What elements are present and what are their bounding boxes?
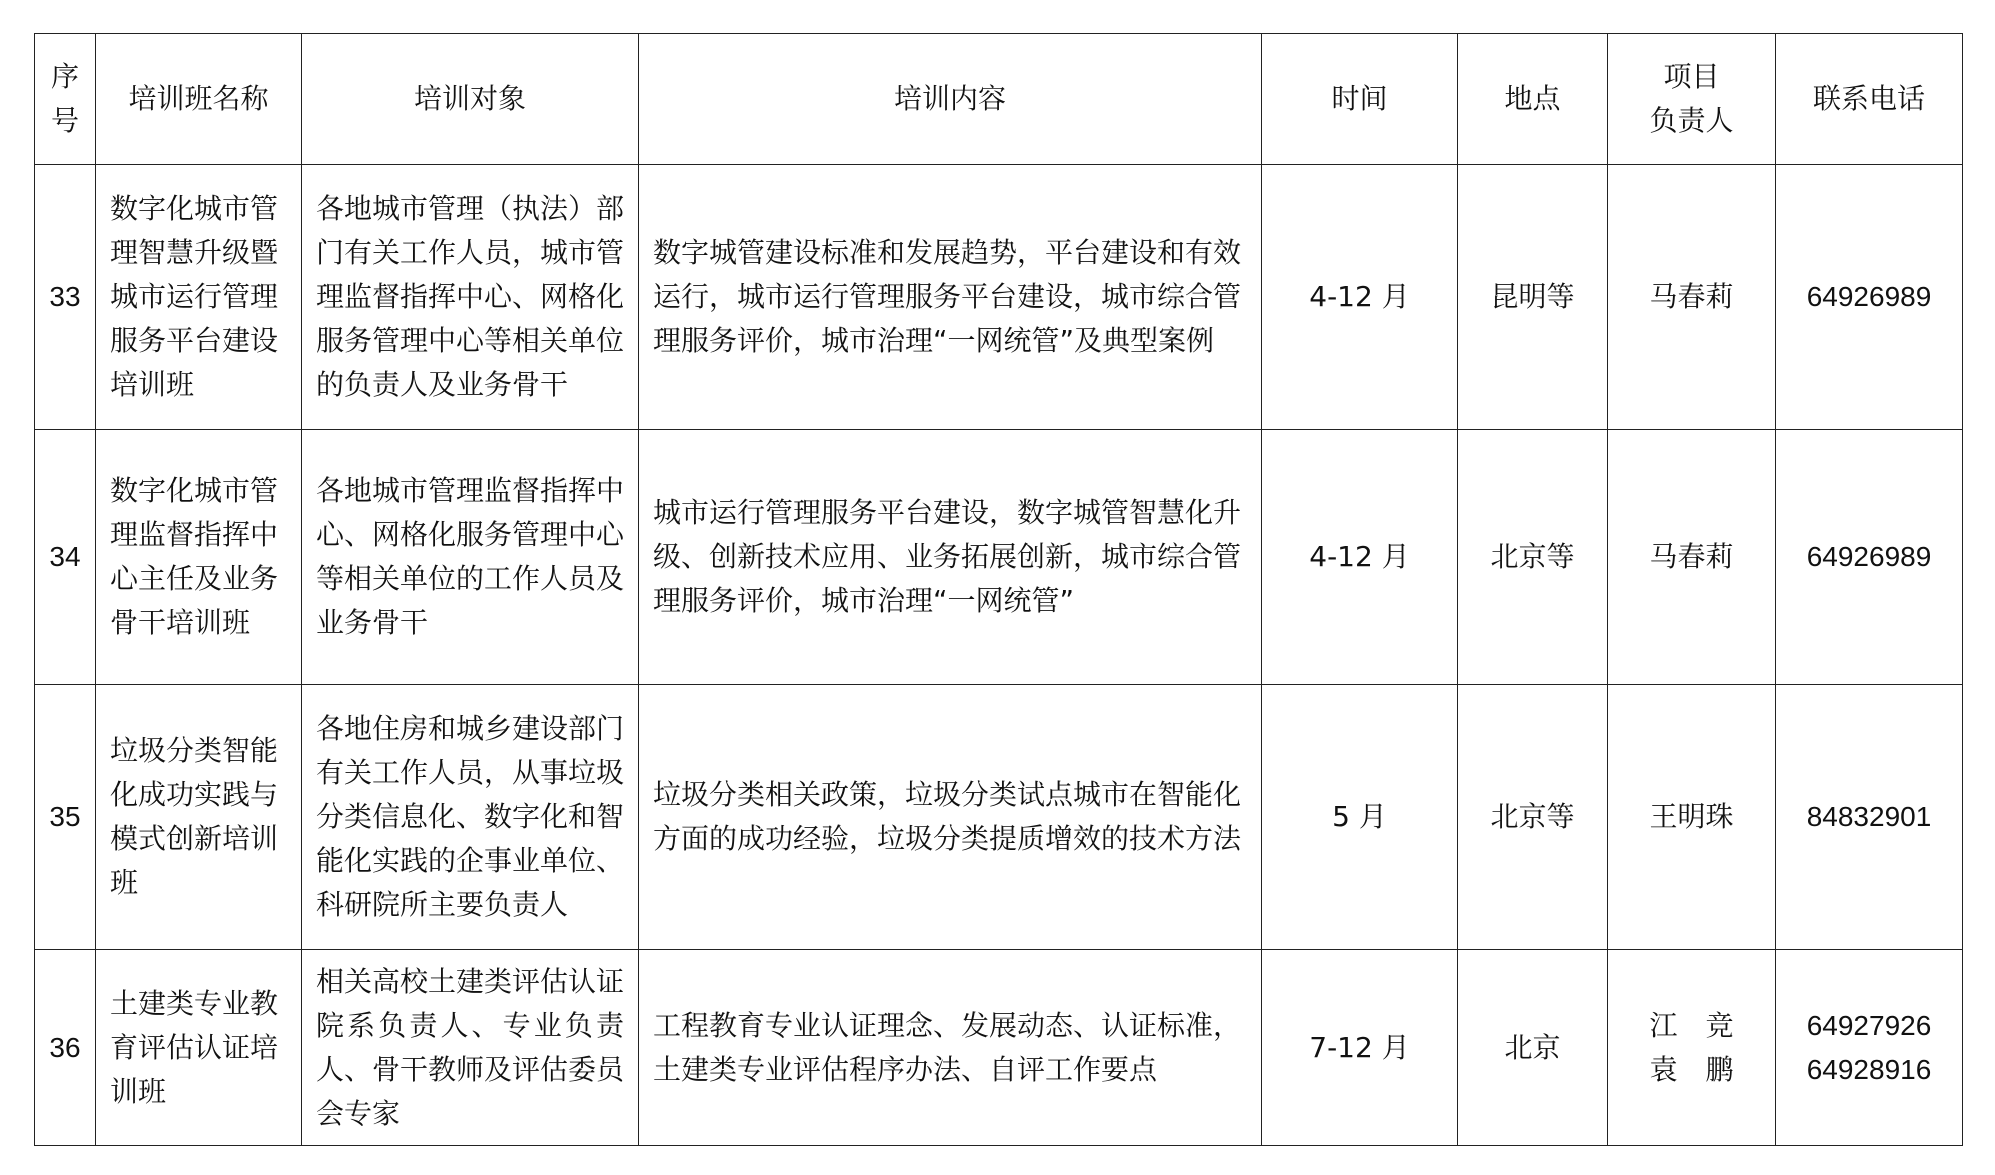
row-no: 36 (35, 950, 96, 1146)
row-owner: 马春莉 (1608, 430, 1776, 685)
header-row (35, 34, 1963, 165)
table-row (35, 430, 1963, 685)
row-owner: 马春莉 (1608, 165, 1776, 430)
row-phone: 84832901 (1776, 685, 1963, 950)
row-place: 北京等 (1458, 430, 1608, 685)
header-place: 地点 (1458, 34, 1608, 165)
row-phone: 64926989 (1776, 165, 1963, 430)
row-content: 城市运行管理服务平台建设，数字城管智慧化升级、创新技术应用、业务拓展创新，城市综合管理服务评价，城市治理“一网统管” (639, 430, 1262, 685)
row-owner: 王明珠 (1608, 685, 1776, 950)
row-audience: 各地城市管理（执法）部门有关工作人员，城市管理监督指挥中心、网格化服务管理中心等相关单位的负责人及业务骨干 (302, 165, 639, 430)
row-owner: 江 竞 袁 鹏 (1608, 950, 1776, 1146)
header-no: 序 号 (35, 34, 96, 165)
row-audience: 各地城市管理监督指挥中心、网格化服务管理中心等相关单位的工作人员及业务骨干 (302, 430, 639, 685)
header-audience: 培训对象 (302, 34, 639, 165)
row-audience: 相关高校土建类评估认证院系负责人、专业负责人、骨干教师及评估委员会专家 (302, 950, 639, 1146)
row-name: 垃圾分类智能化成功实践与模式创新培训班 (96, 685, 302, 950)
row-content: 工程教育专业认证理念、发展动态、认证标准，土建类专业评估程序办法、自评工作要点 (639, 950, 1262, 1146)
training-schedule-table (34, 33, 1963, 1146)
row-content: 垃圾分类相关政策，垃圾分类试点城市在智能化方面的成功经验，垃圾分类提质增效的技术方法 (639, 685, 1262, 950)
header-owner: 项目 负责人 (1608, 34, 1776, 165)
header-name: 培训班名称 (96, 34, 302, 165)
row-time: 4-12 月 (1262, 430, 1458, 685)
table-row (35, 685, 1963, 950)
row-name: 数字化城市管理监督指挥中心主任及业务骨干培训班 (96, 430, 302, 685)
row-name: 数字化城市管理智慧升级暨城市运行管理服务平台建设培训班 (96, 165, 302, 430)
row-no: 33 (35, 165, 96, 430)
row-place: 昆明等 (1458, 165, 1608, 430)
header-content: 培训内容 (639, 34, 1262, 165)
row-audience: 各地住房和城乡建设部门有关工作人员，从事垃圾分类信息化、数字化和智能化实践的企事业单位、科研院所主要负责人 (302, 685, 639, 950)
row-no: 34 (35, 430, 96, 685)
row-time: 4-12 月 (1262, 165, 1458, 430)
row-phone: 64926989 (1776, 430, 1963, 685)
row-time: 7-12 月 (1262, 950, 1458, 1146)
row-content: 数字城管建设标准和发展趋势，平台建设和有效运行，城市运行管理服务平台建设，城市综合管理服务评价，城市治理“一网统管”及典型案例 (639, 165, 1262, 430)
table-row (35, 950, 1963, 1146)
header-time: 时间 (1262, 34, 1458, 165)
row-place: 北京 (1458, 950, 1608, 1146)
row-phone: 64927926 64928916 (1776, 950, 1963, 1146)
header-phone: 联系电话 (1776, 34, 1963, 165)
row-name: 土建类专业教育评估认证培训班 (96, 950, 302, 1146)
row-time: 5 月 (1262, 685, 1458, 950)
row-place: 北京等 (1458, 685, 1608, 950)
row-no: 35 (35, 685, 96, 950)
table-row (35, 165, 1963, 430)
